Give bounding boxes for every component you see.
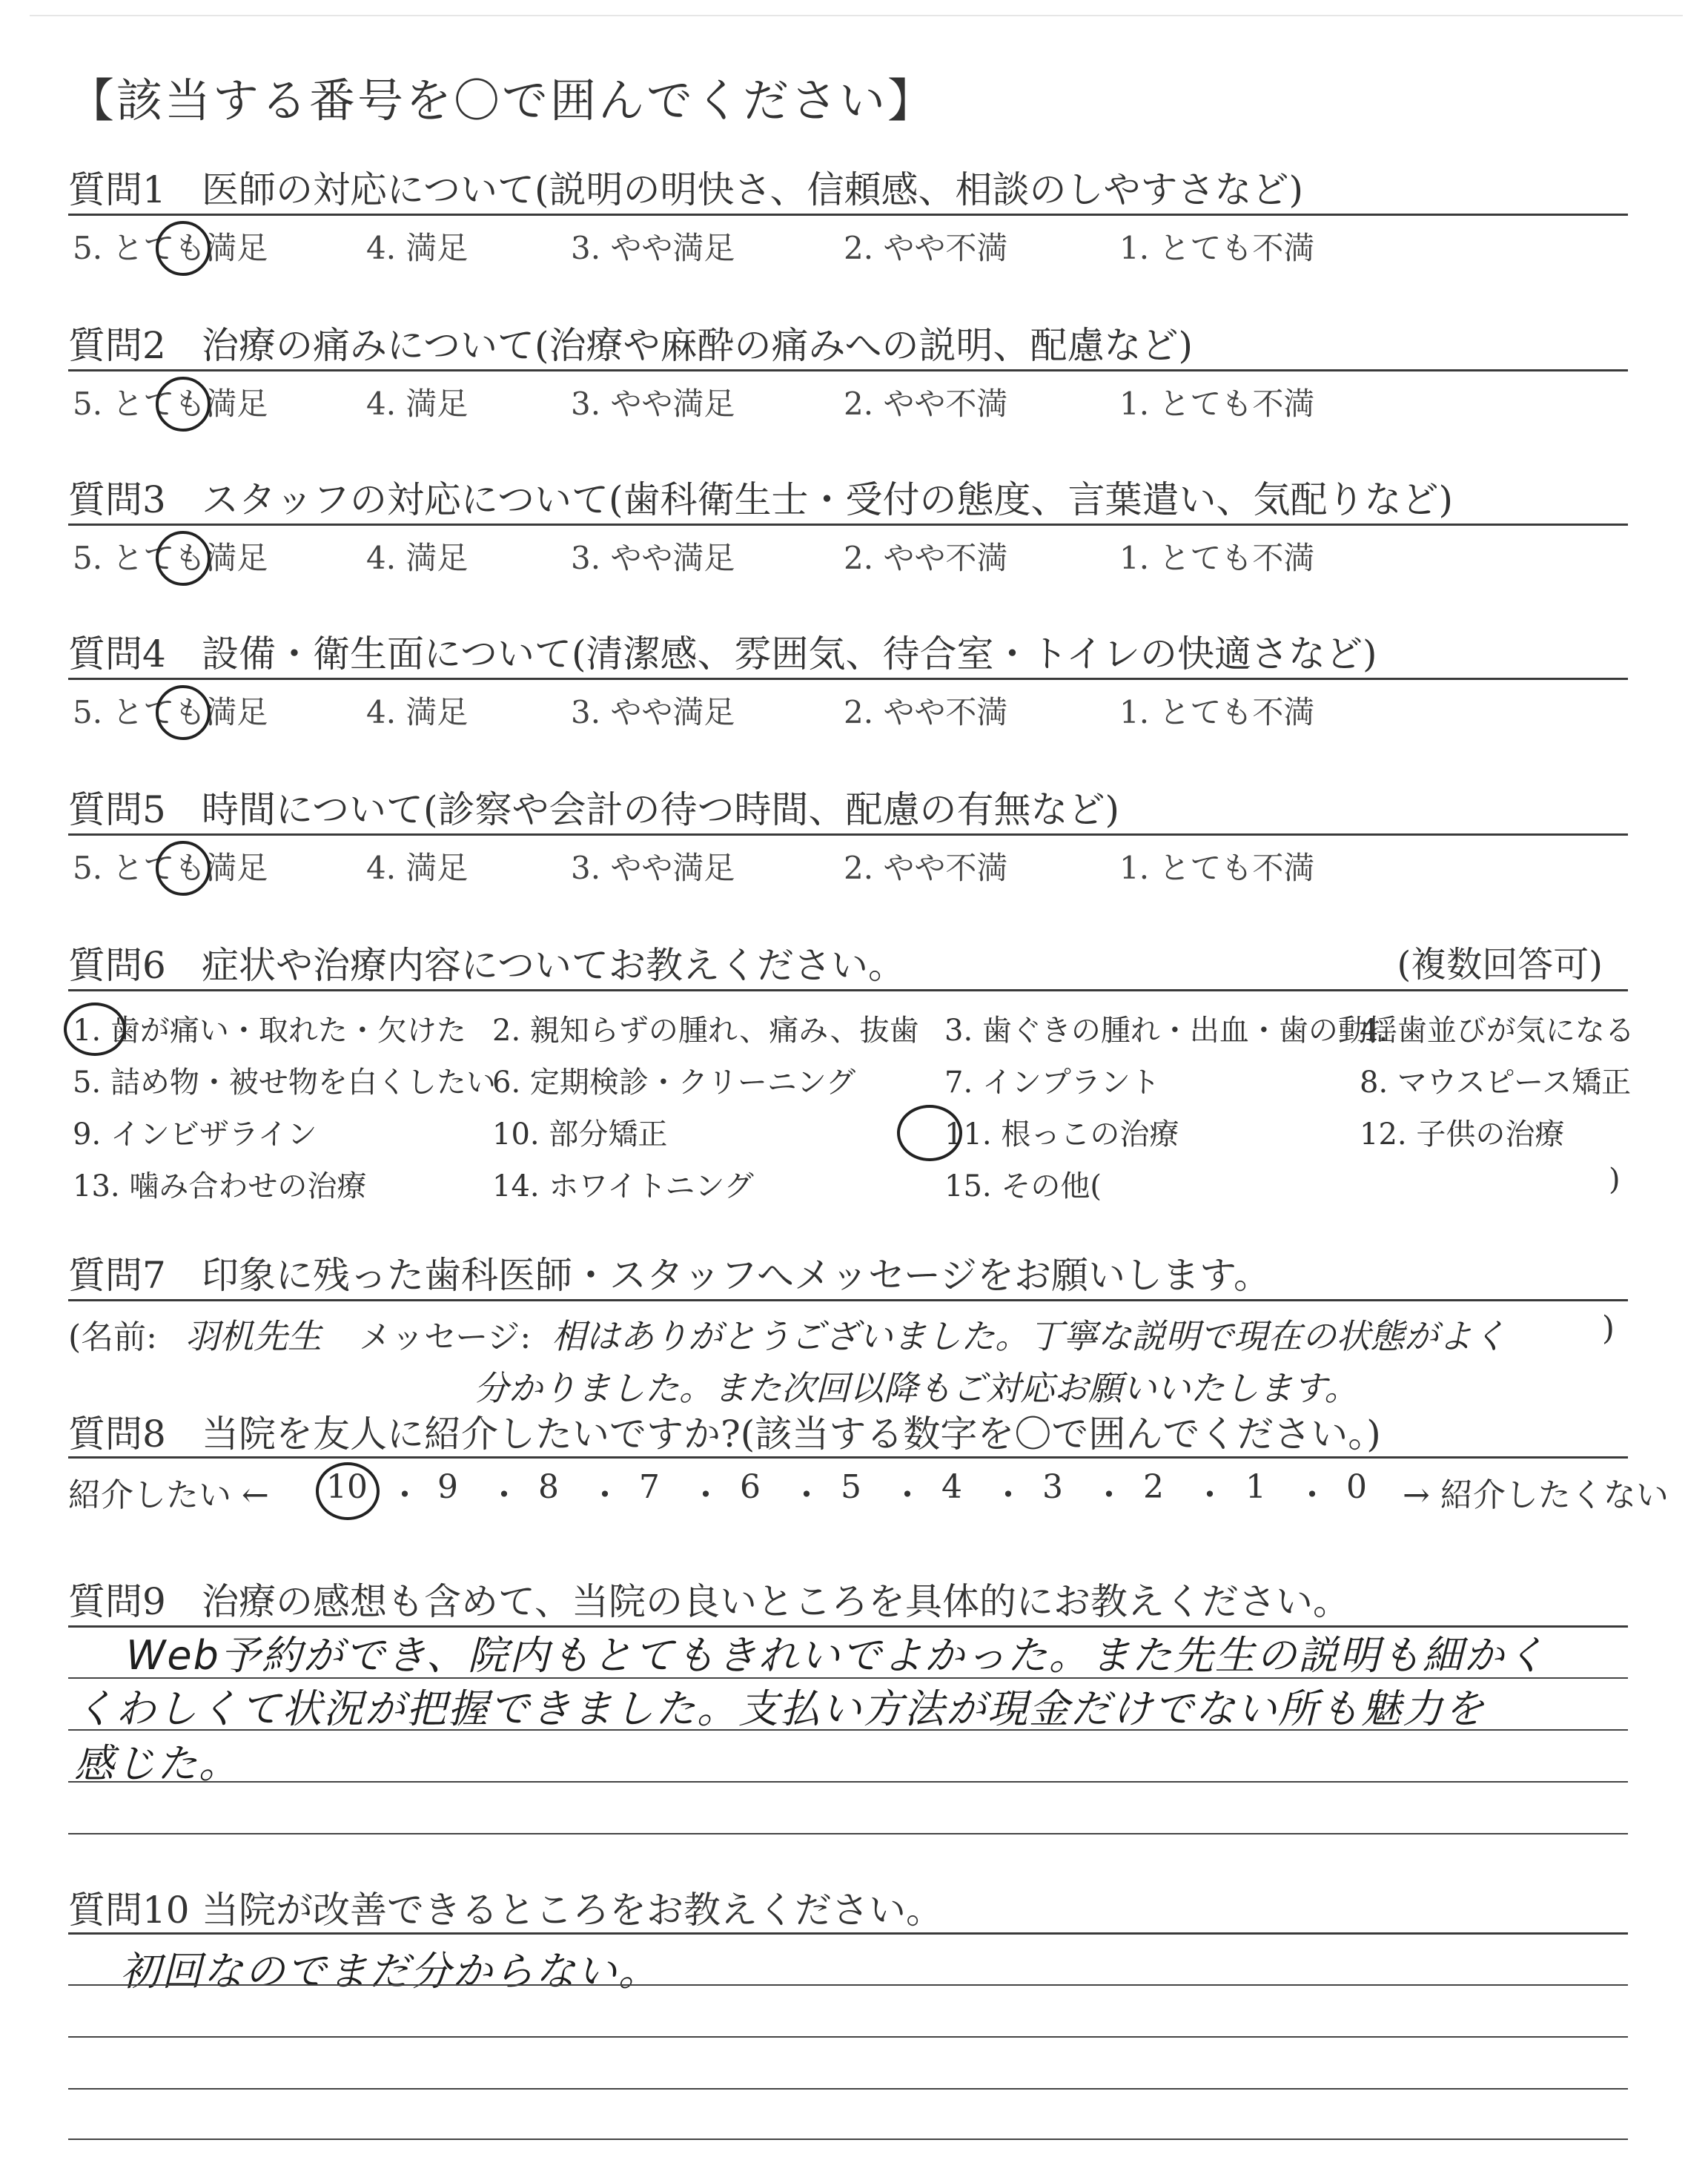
q9-line-4 (68, 1833, 1628, 1834)
q2-selection-circle (156, 377, 211, 432)
q6-option-5[interactable]: 5. 詰め物・被せ物を白くしたい (73, 1066, 496, 1100)
page-top-border (30, 15, 1683, 16)
q2-text: 治療の痛みについて(治療や麻酔の痛みへの説明、配慮など) (202, 324, 1194, 367)
q9-heading (68, 1572, 1350, 1625)
q8-scale-sep: ・ (589, 1476, 621, 1514)
q5-rule (68, 833, 1628, 836)
q1-rating-options (73, 224, 1629, 268)
q4-option-4[interactable]: 4. 満足 (366, 694, 469, 730)
q2-number: 質問2 (68, 324, 166, 367)
q7-message-label: メッセージ: (359, 1318, 532, 1356)
q1-rule (68, 214, 1628, 216)
q8-scale-7[interactable]: 7 (639, 1468, 660, 1506)
q1-selection-circle (156, 221, 211, 276)
q8-scale-sep: ・ (689, 1476, 722, 1514)
q8-scale-10[interactable]: 10 (326, 1468, 368, 1506)
q5-text: 時間について(診察や会計の待つ時間、配慮の有無など) (202, 788, 1120, 831)
q5-option-2[interactable]: 2. やや不満 (844, 850, 1008, 886)
q6-options-grid (73, 1007, 1635, 1222)
q2-option-4[interactable]: 4. 満足 (366, 386, 469, 422)
q6-multiple-hint: (複数回答可) (1397, 944, 1603, 985)
q7-name-value: 羽机先生 (185, 1316, 322, 1356)
q6-option-14[interactable]: 14. ホワイトニング (492, 1169, 754, 1203)
q8-scale-sep: ・ (1296, 1476, 1328, 1514)
q3-text: スタッフの対応について(歯科衛生士・受付の態度、言葉遣い、気配りなど) (202, 478, 1454, 521)
q3-rating-options (73, 534, 1629, 578)
q6-option-4[interactable]: 4. 歯並びが気になる (1360, 1014, 1635, 1048)
q7-message-text-2: 分かりました。また次回以降もご対応お願いいたします。 (474, 1368, 1359, 1408)
q1-heading (68, 160, 1303, 214)
q6-rule (68, 989, 1628, 991)
q3-heading (68, 470, 1453, 524)
q10-heading (68, 1880, 943, 1934)
q8-text: 当院を友人に紹介したいですか?(該当する数字を〇で囲んでください。) (202, 1413, 1381, 1456)
q6-option-6[interactable]: 6. 定期検診・クリーニング (492, 1066, 856, 1100)
q1-option-4[interactable]: 4. 満足 (366, 230, 469, 266)
q7-number: 質問7 (68, 1254, 166, 1297)
q8-scale (68, 1468, 1669, 1514)
q8-scale-sep: ・ (388, 1476, 421, 1514)
q6-option-7[interactable]: 7. インプラント (944, 1066, 1160, 1100)
q5-number: 質問5 (68, 788, 166, 831)
q6-option-11[interactable]: 11. 根っこの治療 (944, 1117, 1179, 1152)
q8-scale-sep: ・ (992, 1476, 1025, 1514)
q3-option-5[interactable]: 5. とても満足 (73, 540, 268, 576)
page-title: 【該当する番号を〇で囲んでください】 (68, 73, 936, 128)
q4-selection-circle (156, 685, 211, 740)
q10-line-4 (68, 2138, 1628, 2140)
q5-option-5[interactable]: 5. とても満足 (73, 850, 268, 886)
q8-scale-4[interactable]: 4 (941, 1468, 962, 1506)
q7-name-label: (名前: (68, 1318, 157, 1356)
q9-answer-line-3: 感じた。 (74, 1740, 240, 1787)
q4-number: 質問4 (68, 633, 166, 676)
q8-number: 質問8 (68, 1413, 166, 1456)
q6-option-15[interactable]: 15. その他( (944, 1169, 1102, 1203)
q9-number: 質問9 (68, 1580, 166, 1623)
q2-rule (68, 369, 1628, 371)
q4-option-3[interactable]: 3. やや満足 (571, 694, 735, 730)
q6-option-12[interactable]: 12. 子供の治療 (1360, 1117, 1565, 1152)
q6-option-3[interactable]: 3. 歯ぐきの腫れ・出血・歯の動揺 (944, 1014, 1397, 1048)
q10-number: 質問10 (68, 1889, 190, 1932)
q2-option-5[interactable]: 5. とても満足 (73, 386, 268, 422)
q3-selection-circle (156, 531, 211, 586)
q8-rule (68, 1456, 1628, 1459)
q9-line-3 (68, 1781, 1628, 1783)
q10-line-1 (68, 1984, 1628, 1986)
q4-option-2[interactable]: 2. やや不満 (844, 694, 1008, 730)
q10-rule (68, 1932, 1628, 1935)
q4-option-1[interactable]: 1. とても不満 (1119, 694, 1315, 730)
q8-scale-2[interactable]: 2 (1143, 1468, 1164, 1506)
q7-message-line-2 (474, 1361, 1358, 1410)
q6-option-13[interactable]: 13. 噛み合わせの治療 (73, 1169, 367, 1203)
q6-selection-circle-11 (897, 1105, 962, 1161)
q10-line-2 (68, 2036, 1628, 2038)
q6-option-1[interactable]: 1. 歯が痛い・取れた・欠けた (73, 1014, 466, 1048)
q4-text: 設備・衛生面について(清潔感、雰囲気、待合室・トイレの快適さなど) (202, 633, 1377, 676)
q1-number: 質問1 (68, 168, 166, 211)
q9-answer-line-2: くわしくて状況が把握できました。支払い方法が現金だけでない所も魅力を (74, 1685, 1486, 1732)
q9-line-2 (68, 1729, 1628, 1731)
q6-text: 症状や治療内容についてお教えください。 (202, 944, 905, 987)
q1-option-1[interactable]: 1. とても不満 (1119, 230, 1315, 266)
q10-text: 当院が改善できるところをお教えください。 (202, 1889, 943, 1932)
q7-message-text-1: 相はありがとうございました。丁寧な説明で現在の状態がよく (552, 1316, 1507, 1356)
q5-option-4[interactable]: 4. 満足 (366, 850, 469, 886)
q9-answer-line-1: Web予約ができ、院内もとてもきれいでよかった。また先生の説明も細かく (126, 1632, 1547, 1679)
q3-option-2[interactable]: 2. やや不満 (844, 540, 1008, 576)
q2-rating-options (73, 380, 1629, 424)
q6-option-8[interactable]: 8. マウスピース矯正 (1360, 1066, 1632, 1100)
q10-line-3 (68, 2088, 1628, 2090)
q5-selection-circle (156, 841, 211, 896)
q7-rule (68, 1299, 1628, 1301)
q8-scale-5[interactable]: 5 (841, 1468, 861, 1506)
q9-text: 治療の感想も含めて、当院の良いところを具体的にお教えください。 (202, 1580, 1350, 1623)
q8-right-label: → 紹介したくない (1403, 1476, 1669, 1514)
q6-option-2[interactable]: 2. 親知らずの腫れ、痛み、抜歯 (492, 1014, 919, 1048)
q6-option-10[interactable]: 10. 部分矯正 (492, 1117, 668, 1152)
q6-number: 質問6 (68, 944, 166, 987)
q5-option-1[interactable]: 1. とても不満 (1119, 850, 1315, 886)
q8-selection-circle (316, 1462, 380, 1520)
q8-scale-sep: ・ (1093, 1476, 1125, 1514)
q1-option-2[interactable]: 2. やや不満 (844, 230, 1008, 266)
q8-scale-3[interactable]: 3 (1042, 1468, 1063, 1506)
q3-option-4[interactable]: 4. 満足 (366, 540, 469, 576)
q10-answer-line-1: 初回なのでまだ分からない。 (120, 1948, 660, 1995)
q1-option-5[interactable]: 5. とても満足 (73, 230, 268, 266)
q1-option-3[interactable]: 3. やや満足 (571, 230, 735, 266)
q4-option-5[interactable]: 5. とても満足 (73, 694, 268, 730)
q4-heading (68, 624, 1377, 678)
q3-number: 質問3 (68, 478, 166, 521)
q5-heading (68, 780, 1119, 833)
q6-option-15-close: ) (1609, 1163, 1621, 1197)
q7-heading (68, 1246, 1271, 1299)
q8-scale-8[interactable]: 8 (538, 1468, 559, 1506)
q6-selection-circle-1 (64, 1003, 126, 1056)
q8-scale-sep: ・ (1194, 1476, 1226, 1514)
q2-option-3[interactable]: 3. やや満足 (571, 386, 735, 422)
q8-scale-1[interactable]: 1 (1245, 1468, 1266, 1506)
q2-option-2[interactable]: 2. やや不満 (844, 386, 1008, 422)
q7-text: 印象に残った歯科医師・スタッフへメッセージをお願いします。 (202, 1254, 1271, 1297)
q5-option-3[interactable]: 3. やや満足 (571, 850, 735, 886)
q3-rule (68, 524, 1628, 526)
q6-heading (68, 936, 905, 989)
q7-close-paren: ) (1601, 1309, 1615, 1347)
q4-rule (68, 678, 1628, 680)
q8-scale-9[interactable]: 9 (437, 1468, 458, 1506)
q6-option-9[interactable]: 9. インビザライン (73, 1117, 317, 1152)
q2-heading (68, 316, 1193, 369)
q8-left-label: 紹介したい ← (68, 1476, 269, 1514)
q8-scale-sep: ・ (488, 1476, 520, 1514)
q8-scale-6[interactable]: 6 (740, 1468, 761, 1506)
q4-rating-options (73, 688, 1629, 733)
q2-option-1[interactable]: 1. とても不満 (1119, 386, 1315, 422)
q5-rating-options (73, 844, 1629, 888)
q8-scale-0[interactable]: 0 (1346, 1468, 1367, 1506)
q8-scale-sep: ・ (790, 1476, 823, 1514)
q3-option-3[interactable]: 3. やや満足 (571, 540, 735, 576)
q8-scale-sep: ・ (891, 1476, 924, 1514)
q8-heading (68, 1404, 1381, 1458)
q7-message-line-1 (68, 1309, 1628, 1358)
q1-text: 医師の対応について(説明の明快さ、信頼感、相談のしやすさなど) (202, 168, 1304, 211)
q3-option-1[interactable]: 1. とても不満 (1119, 540, 1315, 576)
